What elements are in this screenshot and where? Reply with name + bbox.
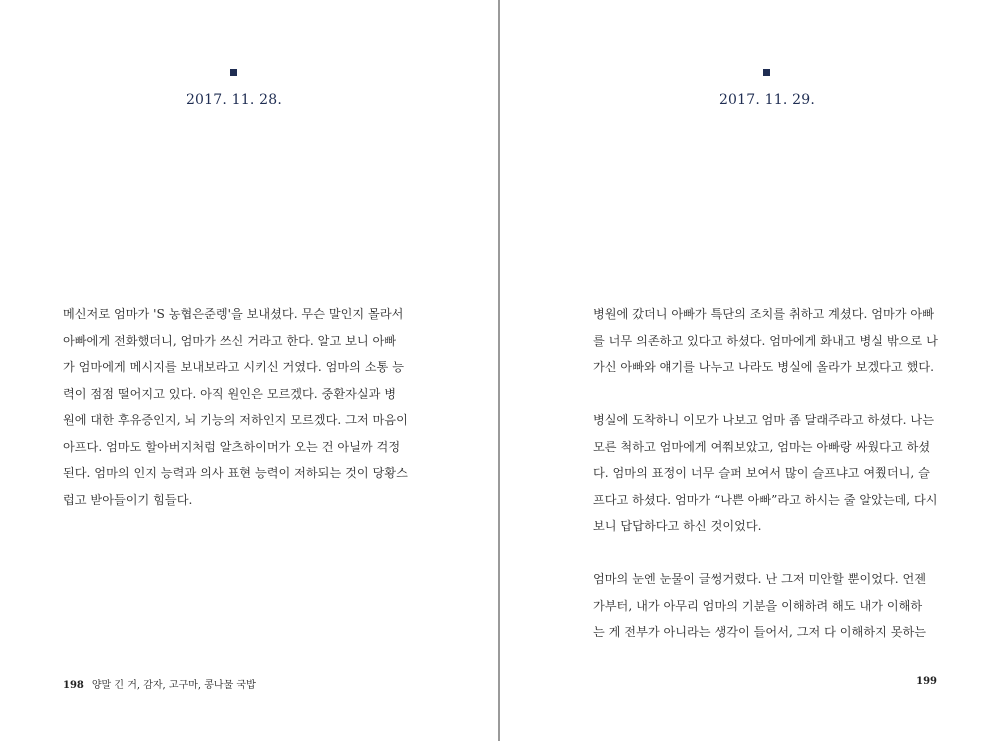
text-line: 모른 척하고 엄마에게 여쭤보았고, 엄마는 아빠랑 싸웠다고 하셨 xyxy=(593,439,931,454)
right-page xyxy=(501,0,1000,741)
text-line: 된다. 엄마의 인지 능력과 의사 표현 능력이 저하되는 것이 당황스 xyxy=(63,466,408,480)
page-footer xyxy=(63,676,256,691)
text-line: 력이 점점 떨어지고 있다. 아직 원인은 모르겠다. 중환자실과 병 xyxy=(63,386,397,401)
text-line: 병실에 도착하니 이모가 나보고 엄마 좀 달래주라고 하셨다. 나는 xyxy=(593,413,934,427)
text-line: 메신저로 엄마가 'S 농협은준렝'을 보내셨다. 무슨 말인지 몰라서 xyxy=(63,307,404,321)
section-marker xyxy=(763,69,770,76)
page-number: 199 xyxy=(916,676,937,687)
text-line: 프다고 하셨다. 엄마가 “나쁜 아빠”라고 하시는 줄 알았는데, 다시 xyxy=(593,492,938,507)
text-line: 아빠에게 전화했더니, 엄마가 쓰신 거라고 한다. 알고 보니 아빠 xyxy=(63,333,397,348)
text-line: 엄마의 눈엔 눈물이 글썽거렸다. 난 그저 미안할 뿐이었다. 언젠 xyxy=(593,572,927,586)
running-title: 양말 긴 거, 감자, 고구마, 콩나물 국밥 xyxy=(91,680,256,691)
entry-body xyxy=(63,301,408,513)
text-line: 는 게 전부가 아니라는 생각이 들어서, 그저 다 이해하지 못하는 xyxy=(593,625,927,639)
page-number: 198 xyxy=(63,680,84,691)
paragraph xyxy=(63,301,408,513)
page-footer xyxy=(916,676,937,687)
text-line: 보니 답답하다고 하신 것이었다. xyxy=(593,519,762,533)
left-page xyxy=(0,0,499,741)
section-marker xyxy=(230,69,237,76)
text-line: 다. 엄마의 표정이 너무 슬퍼 보여서 많이 슬프냐고 여쭸더니, 슬 xyxy=(593,466,930,480)
entry-date: 2017. 11. 29. xyxy=(718,92,816,108)
text-line: 가부터, 내가 아무리 엄마의 기분을 이해하려 해도 내가 이해하 xyxy=(593,598,923,613)
paragraph xyxy=(593,566,938,646)
entry-date: 2017. 11. 28. xyxy=(185,92,283,108)
book-gutter xyxy=(498,0,500,741)
text-line: 아프다. 엄마도 할아버지처럼 알츠하이머가 오는 건 아닐까 걱정 xyxy=(63,439,401,454)
text-line: 를 너무 의존하고 있다고 하셨다. 엄마에게 화내고 병실 밖으로 나 xyxy=(593,333,938,348)
text-line: 원에 대한 후유증인지, 뇌 기능의 저하인지 모르겠다. 그저 마음이 xyxy=(63,413,408,427)
text-line: 병원에 갔더니 아빠가 특단의 조치를 취하고 계셨다. 엄마가 아빠 xyxy=(593,307,934,321)
text-line: 가신 아빠와 얘기를 나누고 나라도 병실에 올라가 보겠다고 했다. xyxy=(593,360,934,374)
text-line: 럽고 받아들이기 힘들다. xyxy=(63,492,193,507)
paragraph xyxy=(593,301,938,381)
entry-body xyxy=(593,301,938,646)
text-line: 가 엄마에게 메시지를 보내보라고 시키신 거였다. 엄마의 소통 능 xyxy=(63,360,404,374)
paragraph xyxy=(593,407,938,540)
